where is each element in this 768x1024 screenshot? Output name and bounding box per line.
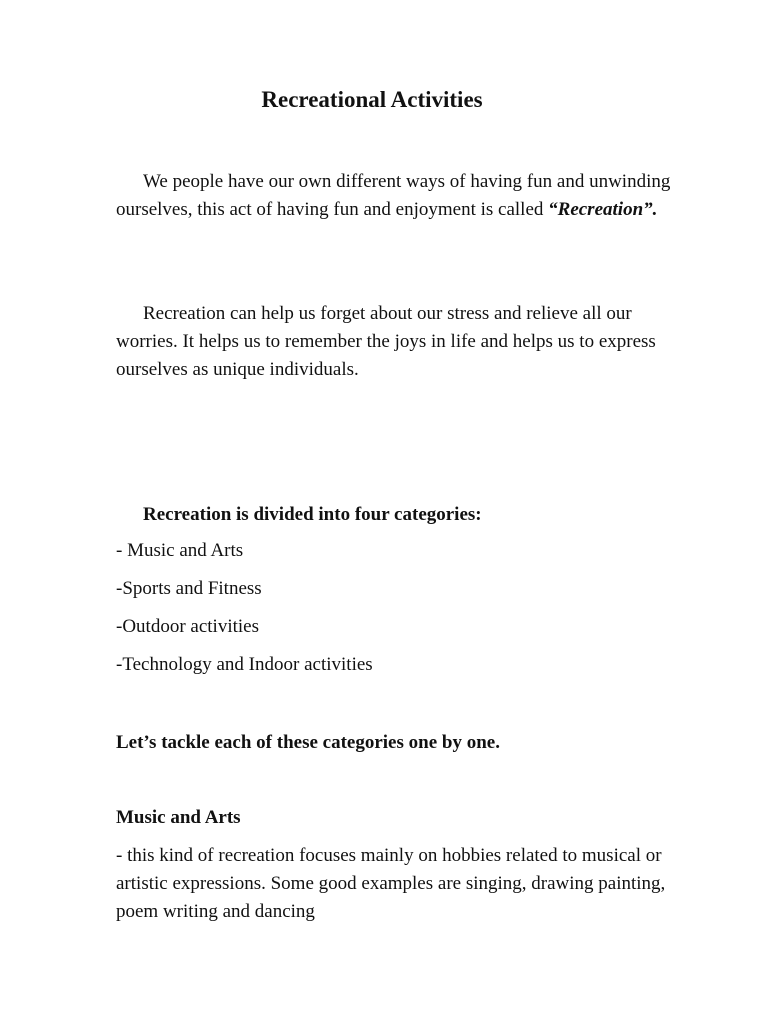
intro-text: We people have our own different ways of having fun and unwinding ourselves, this act of having fun and enjoyment is called [116,171,671,220]
list-item: -Outdoor activities [116,616,259,637]
list-item: - Music and Arts [116,540,244,561]
music-arts-paragraph: - this kind of recreation focuses mainly on hobbies related to musical or artistic expressions. Some good examples are singing, drawing painting, poem writing and dancing [116,845,666,922]
intro-paragraph [116,168,676,224]
list-item: -Technology and Indoor activities [116,654,373,675]
page-title: Recreational Activities [261,87,483,112]
benefits-paragraph: Recreation can help us forget about our stress and relieve all our worries. It helps us to remember the joys in life and helps us to express ourselves as unique individuals. [116,303,656,380]
section-heading-music-arts: Music and Arts [116,807,241,828]
list-item: -Sports and Fitness [116,578,262,599]
recreation-term: “Recreation”. [548,199,658,220]
categories-list [116,537,373,689]
tackle-statement: Let’s tackle each of these categories one by one. [116,732,500,753]
categories-heading: Recreation is divided into four categories: [143,504,482,525]
